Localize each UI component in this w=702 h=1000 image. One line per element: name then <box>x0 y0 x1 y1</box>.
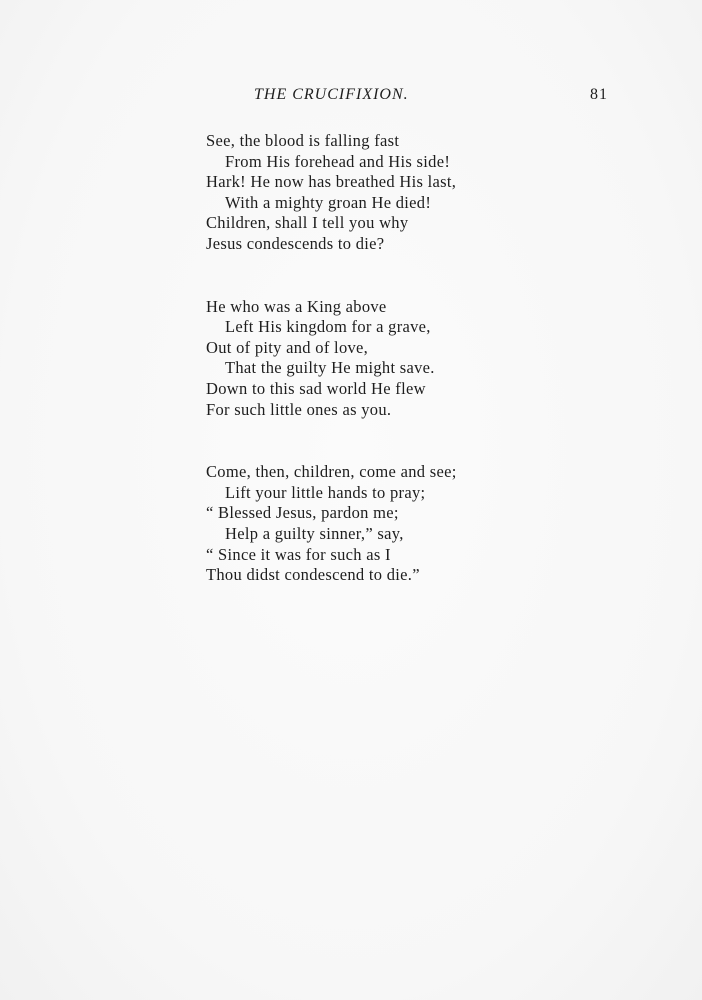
poem-line: Help a guilty sinner,” say, <box>225 523 404 543</box>
poem-line: From His forehead and His side! <box>225 151 451 171</box>
poem-line: Out of pity and of love, <box>206 337 369 357</box>
poem-line: Down to this sad world He flew <box>206 378 426 398</box>
poem-line: Come, then, children, come and see; <box>206 462 457 482</box>
poem-line: For such little ones as you. <box>206 399 392 419</box>
poem-line: That the guilty He might save. <box>225 358 435 378</box>
stanza-1 <box>206 131 566 255</box>
poem-line: “ Since it was for such as I <box>206 544 391 564</box>
poem-line: Hark! He now has breathed His last, <box>206 172 457 192</box>
poem-line: “ Blessed Jesus, pardon me; <box>206 503 399 523</box>
running-header <box>0 86 702 110</box>
poem-line: Left His kingdom for a grave, <box>225 317 431 337</box>
poem-line: Lift your little hands to pray; <box>225 482 426 502</box>
running-title: THE CRUCIFIXION. <box>254 86 409 103</box>
poem-line: Thou didst condescend to die.” <box>206 565 420 585</box>
poem <box>206 131 566 628</box>
poem-line: With a mighty groan He died! <box>225 192 432 212</box>
stanza-3 <box>206 462 566 586</box>
page-number: 81 <box>590 86 608 103</box>
poem-line: Jesus condescends to die? <box>206 233 385 253</box>
poem-line: Children, shall I tell you why <box>206 213 409 233</box>
poem-line: He who was a King above <box>206 296 387 316</box>
poem-line: See, the blood is falling fast <box>206 131 400 150</box>
stanza-2 <box>206 297 566 421</box>
